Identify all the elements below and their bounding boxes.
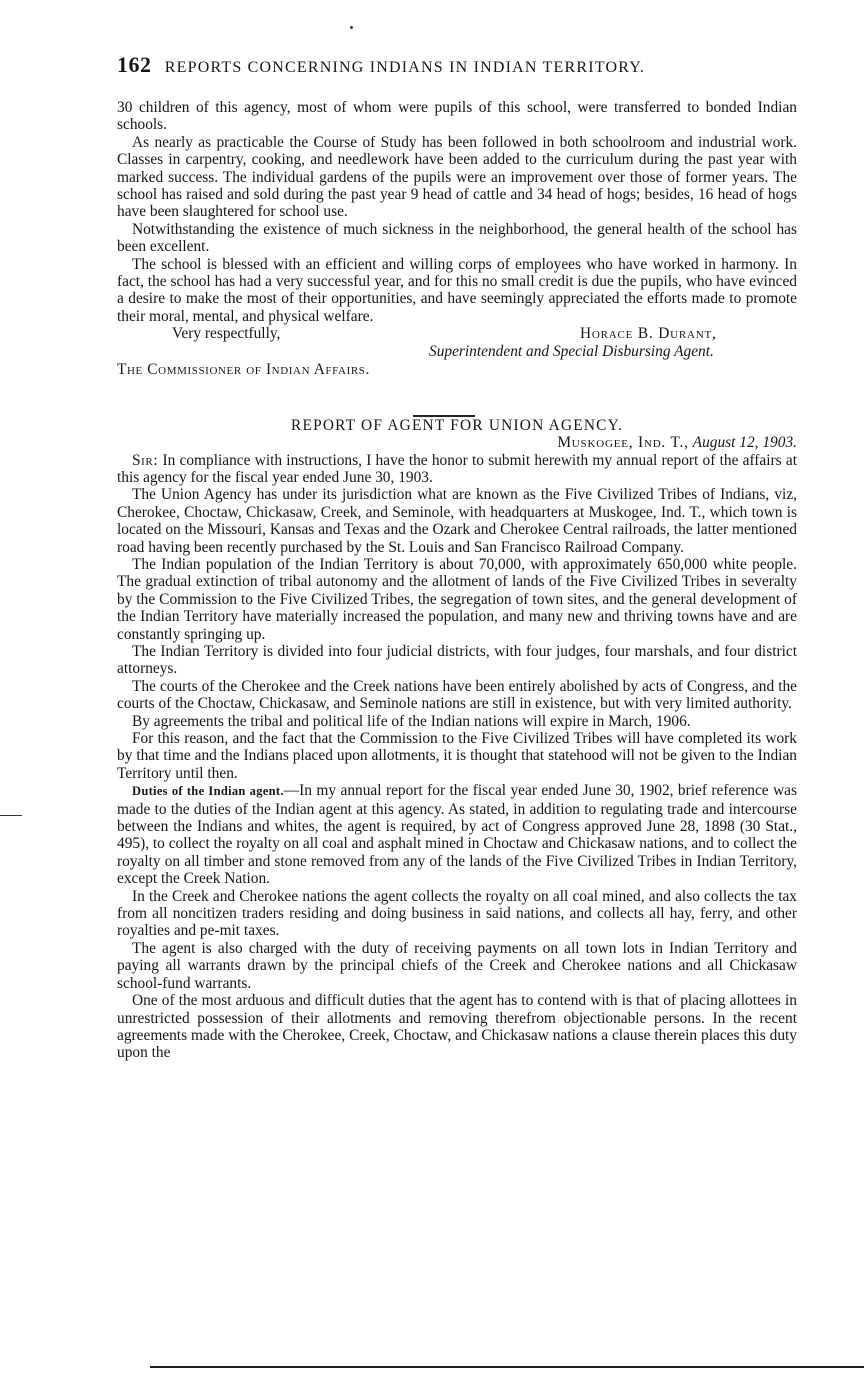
signer-title: Superintendent and Special Disbursing Agent. [429, 343, 714, 361]
dateline-date: August 12, 1903. [692, 434, 797, 452]
running-header [117, 52, 757, 78]
paragraph: By agreements the tribal and political life of the Indian nations will expire in March, 1906. [132, 712, 691, 730]
paragraph: For this reason, and the fact that the Commission to the Five Civilized Tribes will have completed its work by that time and the Indians placed upon allotments, it is thought that statehood will not be given to the Indian Territory until then. [117, 730, 797, 782]
print-speck [350, 26, 353, 29]
paragraph [117, 782, 797, 887]
report-title: REPORT OF AGENT FOR UNION AGENCY. [291, 416, 623, 434]
paragraph: In the Creek and Cherokee nations the agent collects the royalty on all coal mined, and also collects the tax from all noncitizen traders residing and doing business in said nations, and collects all hay, ferry, and other royalties and pe-mit taxes. [117, 887, 797, 940]
paragraph: The agent is also charged with the duty of receiving payments on all town lots in Indian Territory and paying all warrants drawn by the principal chiefs of the Creek and Cherokee nations and all Chickasaw school-fund warrants. [117, 939, 797, 992]
salutation: Sir: [132, 451, 159, 469]
paragraph-text: In compliance with instructions, I have the honor to submit herewith my annual report of the affairs at this agency for the fiscal year ended June 30, 1903. [117, 451, 797, 486]
page-number: 162 [117, 52, 152, 77]
paragraph: As nearly as practicable the Course of Study has been followed in both schoolroom and industrial work. Classes in carpentry, cooking, and needlework have been added to the curriculum during the past year with marked success. The individual gardens of the pupils were an improvement over those of former years. The school has raised and sold during the past year 9 head of cattle and 34 head of hogs; besides, 16 head of hogs have been slaughtered for school use. [117, 133, 797, 221]
paragraph: The school is blessed with an efficient and willing corps of employees who have worked in harmony. In fact, the school has had a very successful year, and for this no small credit is due the pupils, who have evinced a desire to make the most of their opportunities, and have seemingly appreciated the efforts made to promote their moral, mental, and physical welfare. [117, 255, 797, 325]
paragraph: The courts of the Cherokee and the Creek nations have been entirely abolished by acts of Congress, and the courts of the Choctaw, Chickasaw, and Seminole nations are still in existence, but with very limited authority. [117, 677, 797, 713]
paragraph: Notwithstanding the existence of much sickness in the neighborhood, the general health of the school has been excellent. [117, 220, 797, 256]
dateline [117, 434, 797, 451]
paragraph-text: —In my annual report for the fiscal year ended June 30, 1902, brief reference was made to the duties of the Indian agent at this agency. As stated, in addition to regulating trade and intercourse between the Indians and whites, the agent is required, by act of Congress approved June 28, 1898 (30 Stat., 495), to collect the royalty on all coal and asphalt mined in Choctaw and Chickasaw nations, and to collect the royalty on all timber and stone removed from any of the lands of the Five Civilized Tribes in Indian Territory, except the Creek Nation. [117, 782, 798, 888]
paragraph [117, 452, 797, 487]
paragraph: The Union Agency has under its jurisdiction what are known as the Five Civilized Tribes of Indians, viz, Cherokee, Choctaw, Chickasaw, Creek, and Seminole, with headquarters at Muskogee, Ind. T., which town is located on the Missouri, Kansas and Texas and the Ozark and Cherokee Central railroads, the latter mentioned road having been recently purchased by the St. Louis and San Francisco Railroad Company. [117, 486, 797, 556]
closing-phrase: Very respectfully, [172, 325, 281, 343]
paragraph: 30 children of this agency, most of whom were pupils of this school, were transferred to bonded Indian schools. [117, 99, 797, 134]
paragraph: The Indian Territory is divided into four judicial districts, with four judges, four marshals, and four district attorneys. [117, 642, 797, 678]
running-title: REPORTS CONCERNING INDIANS IN INDIAN TERRITORY. [164, 59, 646, 76]
body-text [117, 99, 797, 1062]
section-divider [413, 415, 475, 417]
addressee: The Commissioner of Indian Affairs. [117, 361, 370, 379]
scan-edge-line [150, 1366, 864, 1368]
paragraph: The Indian population of the Indian Territory is about 70,000, with approximately 650,000 white people. The gradual extinction of tribal autonomy and the allotment of lands of the Five Civilized Tribes in severalty by the Commission to the Five Civilized Tribes, the segregation of town sites, and the general development of the Indian Territory have materially increased the population, and many new and thriving towns have and are constantly springing up. [117, 555, 797, 643]
margin-mark [0, 815, 22, 816]
signer-name: Horace B. Durant, [580, 325, 717, 343]
dateline-place: Muskogee, Ind. T., [557, 434, 689, 452]
paragraph: One of the most arduous and difficult duties that the agent has to contend with is that of placing allottees in unrestricted possession of their allotments and removing therefrom objectionable persons. In the recent agreements made with the Cherokee, Creek, Choctaw, and Chickasaw nations a clause therein places this duty upon the [117, 992, 797, 1062]
signature-block [117, 325, 797, 361]
side-heading: Duties of the Indian agent. [132, 784, 284, 799]
